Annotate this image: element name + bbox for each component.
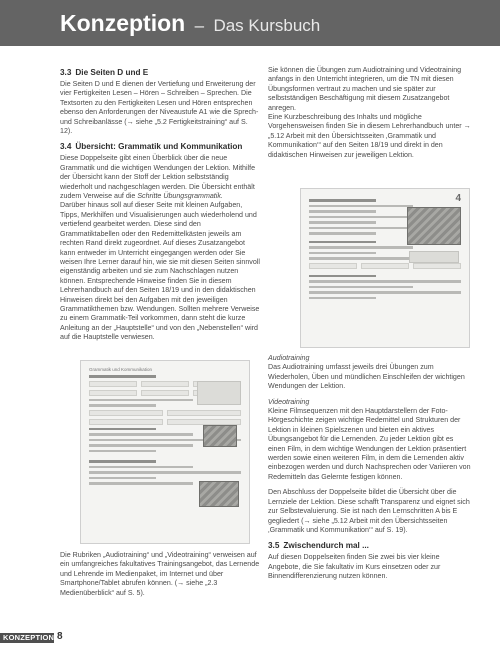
videotraining-text: Kleine Filmsequenzen mit den Hauptdarstellern der Foto-Hörgeschichte zeigen wichtige Redemittel und Strukturen der Lektion in kleinen Spielszenen und bieten ein aktives Übungsangebot für die Lernenden. Zu jeder Lektion gibt es einen Film, in dem wichtige Wendungen der Lektion präsentiert werden sowie einen weiteren Film, in dem die Lernenden aktiv einbezogen werden und durch Nachsprechen oder Variieren von Redemitteln das Gelernte festigen können. bbox=[268, 407, 471, 481]
right-column-top bbox=[268, 66, 472, 166]
thumb-line bbox=[309, 232, 376, 235]
thumb-line bbox=[309, 257, 413, 260]
thumb-line bbox=[309, 291, 461, 294]
thumb-line bbox=[309, 210, 376, 213]
thumb-tip-box bbox=[197, 381, 241, 405]
thumb-line bbox=[309, 246, 413, 249]
right-column-bottom bbox=[268, 354, 472, 588]
conclusion-text: Den Abschluss der Doppelseite bildet die Übersicht über die Lernziele der Lektion. Diese schafft Transparenz und eignet sich zur Selbstevaluierung. Sie ist nach den Lernschritten A bis E gegliedert (→ siehe „5.12 Arbeit mit den Übersichtsseiten ‚Grammatik und Kommunikation‘“ auf S. 19). bbox=[268, 488, 470, 534]
audiotraining-text: Das Audiotraining umfasst jeweils drei Übungen zum Wiederholen, Üben und mündlichen Einschleifen der wichtigen Wendungen der Lektion. bbox=[268, 363, 465, 391]
header-separator: – bbox=[194, 16, 205, 35]
section-number: 3.3 bbox=[60, 68, 72, 77]
paragraph-text: Diese Doppelseite gibt einen Überblick über die neue Grammatik und die wichtigen Wendungen der Lektion. Mithilfe der Übersicht kann der Stoff der Lektion selbstständig wiederholt und nachgeschlagen werden. Die Übersicht enthält zudem Verweise auf die bbox=[60, 154, 256, 201]
section-title: Übersicht: Grammatik und Kommunikation bbox=[75, 142, 243, 152]
thumb-illustration bbox=[203, 425, 237, 447]
thumb-handwritten-note bbox=[409, 251, 459, 263]
page-header-title bbox=[60, 10, 320, 39]
thumb-line bbox=[89, 375, 156, 378]
thumb-line bbox=[89, 466, 193, 469]
left-column bbox=[60, 68, 260, 349]
thumbnail-lesson-number: 4 bbox=[455, 193, 461, 204]
section-3-3-heading bbox=[60, 68, 260, 78]
thumb-line bbox=[309, 227, 413, 230]
section-3-4-text-1 bbox=[60, 154, 260, 201]
videotraining-paragraph bbox=[268, 398, 472, 483]
thumb-line bbox=[309, 205, 413, 208]
section-3-4-heading bbox=[60, 142, 260, 152]
thumb-table-row bbox=[89, 419, 241, 425]
thumb-line bbox=[309, 199, 376, 202]
thumbnail-heading: Grammatik und Kommunikation bbox=[89, 367, 153, 372]
thumb-line bbox=[89, 450, 156, 453]
right-intro-text-2: Eine Kurzbeschreibung des Inhalts und mögliche Vorgehensweisen finden Sie in diesem Lehrerhandbuch unter → „5.12 Arbeit mit den Übersichtsseiten ‚Grammatik und Kommunikation‘“ auf den Seiten 18/19 und direkt in den didaktischen Hinweisen zur jeweiligen Lektion. bbox=[268, 113, 471, 159]
thumb-table-row bbox=[89, 410, 241, 416]
audiotraining-heading: Audiotraining bbox=[268, 354, 310, 362]
thumb-line bbox=[309, 297, 376, 300]
thumb-line bbox=[309, 275, 376, 278]
thumb-line bbox=[89, 404, 156, 407]
footer-section-label: KONZEPTION bbox=[3, 633, 55, 642]
thumb-line bbox=[309, 241, 376, 244]
thumb-line bbox=[89, 477, 156, 480]
section-title: Die Seiten D und E bbox=[75, 68, 149, 77]
section-number: 3.5 bbox=[268, 541, 280, 551]
thumb-line bbox=[309, 280, 461, 283]
thumb-line bbox=[89, 482, 193, 485]
section-3-3-text: Die Seiten D und E dienen der Vertiefung und Erweiterung der vier Fertigkeiten Lesen – Hören – Schreiben – Sprechen. Die Textsorten zu den Fertigkeiten Lesen und Hören entsprechen ebenso den Anforderungen der Niveaustufe A1 wie die Sprech- und Schreibanlässe (→ siehe „5.2 Fertigkeitstraining“ auf S. 12). bbox=[60, 80, 259, 136]
page-number: 8 bbox=[57, 631, 63, 642]
paragraph-italic-ref: Schritte Übungsgrammatik. bbox=[137, 192, 223, 201]
right-intro-text: Sie können die Übungen zum Audiotraining und Videotraining anfangs in den Unterricht integrieren, um die TN mit diesen Übungsformen vertraut zu machen und sie später zur selbstständigen Beschäftigung mit diesem Zusatzangebot anregen. bbox=[268, 66, 462, 112]
header-title-main: Konzeption bbox=[60, 10, 186, 36]
thumb-line bbox=[309, 216, 413, 219]
videotraining-heading: Videotraining bbox=[268, 397, 310, 406]
audiotraining-paragraph bbox=[268, 354, 472, 392]
overview-page-thumbnail bbox=[300, 188, 470, 348]
thumb-line bbox=[89, 428, 156, 431]
thumb-line bbox=[309, 252, 376, 255]
thumb-line bbox=[89, 399, 193, 402]
thumb-line bbox=[89, 460, 156, 463]
thumb-line bbox=[309, 286, 413, 289]
thumb-illustration bbox=[199, 481, 239, 507]
section-number: 3.4 bbox=[60, 142, 72, 152]
section-3-5-text: Auf diesen Doppelseiten finden Sie zwei bis vier kleine Angebote, die Sie fakultativ im Kurs einsetzen oder zur Binnendifferenzierung nutzen können. bbox=[268, 553, 441, 581]
thumb-table-row bbox=[309, 263, 461, 269]
thumb-line bbox=[89, 433, 193, 436]
section-3-5-heading bbox=[268, 541, 472, 551]
section-title: Zwischendurch mal ... bbox=[283, 541, 369, 551]
rubrics-text: Die Rubriken „Audiotraining“ und „Videotraining“ verweisen auf ein umfangreiches fakultatives Trainingsangebot, das Lernende und Lehrende im Medienpaket, im Internet und über Smartphone/Tablet abrufen können. (→ siehe „2.3 Medienüberblick“ auf S. 5). bbox=[60, 551, 260, 597]
grammar-page-thumbnail bbox=[80, 360, 250, 544]
section-3-4-text-2: Darüber hinaus soll auf dieser Seite mit kleinen Aufgaben, Tipps, Merkhilfen und Visualisierungen auch wiederholend und vertiefend gearbeitet werden. Diese sind den Grammatiktabellen oder den Redemittelkästen jeweils am rechten Rand direkt zugeordnet. Auf dieses Zusatzangebot kann entweder im Unterricht eingegangen werden oder Sie weisen Ihre Lerner darauf hin, wie sie mit diesen Seiten sinnvoll eigenständig arbeiten und sie zum Nachschlagen nutzen können. Entsprechende Hinweise finden Sie in diesem Lehrerhandbuch auf den Seiten 18/19 und in den didaktischen Hinweisen direkt bei den Aufgaben mit den jeweiligen Grammatikthemen bzw. Wendungen. Sollten mehrere Verweise zu einem Grammatik-Teil vorkommen, dann steht die kurze Anleitung an der „Hauptstelle“ und von den „Nebenstellen“ wird auf die Hauptstelle verwiesen. bbox=[60, 201, 260, 342]
thumb-line bbox=[309, 221, 376, 224]
header-subtitle: Das Kursbuch bbox=[213, 16, 321, 35]
thumb-photo bbox=[407, 207, 461, 245]
thumb-line bbox=[89, 471, 241, 474]
thumb-line bbox=[89, 444, 193, 447]
